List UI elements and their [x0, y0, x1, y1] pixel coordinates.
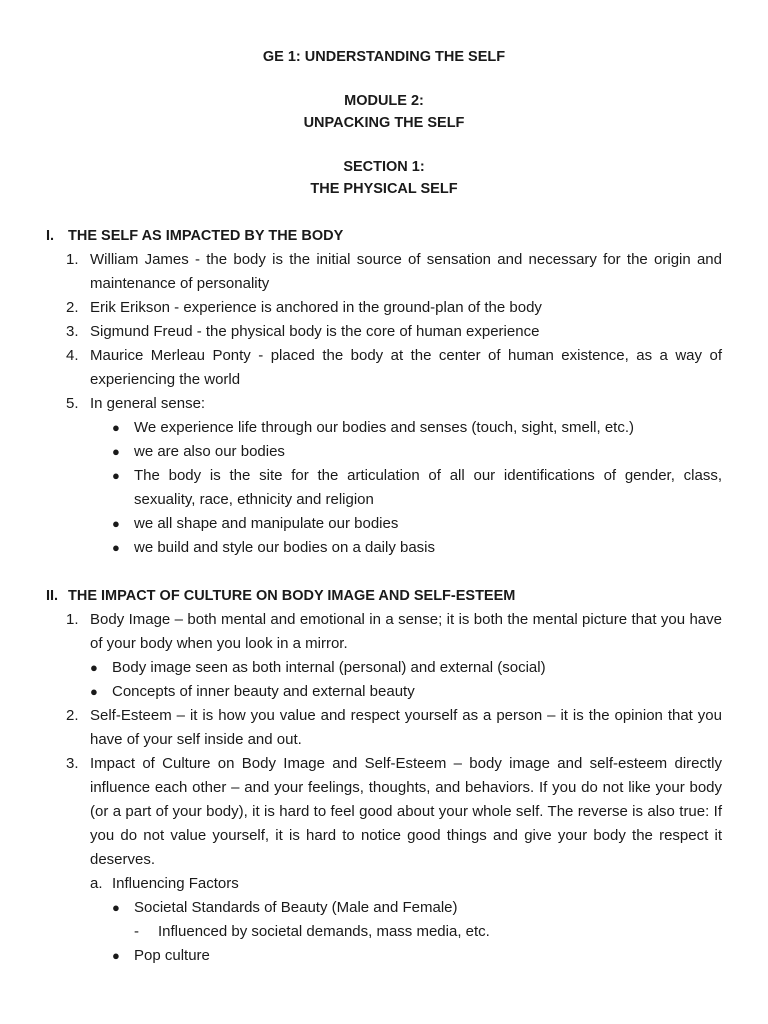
bullet-item [46, 896, 722, 920]
bullet-item [46, 944, 722, 968]
sub-list-letter: a. [90, 875, 103, 892]
bullet-text: we build and style our bodies on a daily basis [134, 539, 436, 556]
bullet-item [46, 656, 722, 680]
bullet-text: Societal Standards of Beauty (Male and Female) [134, 899, 458, 916]
list-item [46, 344, 722, 392]
list-text: William James - the body is the initial source of sensation and necessary for the origin and maintenance of personality [90, 251, 722, 292]
bullet-icon: ● [112, 948, 120, 963]
sub-list-text: Influencing Factors [112, 875, 239, 892]
list-number: 4. [66, 347, 79, 364]
module-label: MODULE 2: [344, 93, 424, 109]
bullet-text: Pop culture [134, 947, 210, 964]
dash-marker: - [134, 923, 139, 940]
list-item [46, 704, 722, 752]
bullet-item [46, 464, 722, 512]
list-text: Body Image – both mental and emotional in a sense; it is both the mental picture that you have of your body when you look in a mirror. [90, 611, 722, 652]
list-item [46, 608, 722, 656]
list-item [46, 320, 722, 344]
part1-number: I. [46, 228, 55, 244]
bullet-item [46, 680, 722, 704]
section-title: THE PHYSICAL SELF [310, 181, 458, 197]
part1-title: THE SELF AS IMPACTED BY THE BODY [68, 228, 344, 244]
list-number: 3. [66, 323, 79, 340]
list-text: Erik Erikson - experience is anchored in the ground-plan of the body [90, 299, 542, 316]
bullet-text: The body is the site for the articulation of all our identifications of gender, class, sexuality, race, ethnicity and religion [134, 467, 722, 508]
list-number: 1. [66, 611, 79, 628]
part1-heading [46, 224, 722, 248]
bullet-item [46, 416, 722, 440]
bullet-icon: ● [90, 660, 98, 675]
section-label: SECTION 1: [343, 159, 425, 175]
list-item [46, 752, 722, 872]
bullet-item [46, 512, 722, 536]
list-item [46, 392, 722, 416]
list-item [46, 248, 722, 296]
list-number: 1. [66, 251, 79, 268]
part2-title: THE IMPACT OF CULTURE ON BODY IMAGE AND SELF-ESTEEM [68, 588, 516, 604]
bullet-icon: ● [90, 684, 98, 699]
dash-text: Influenced by societal demands, mass media, etc. [158, 923, 490, 940]
bullet-icon: ● [112, 540, 120, 555]
list-text: Sigmund Freud - the physical body is the core of human experience [90, 323, 540, 340]
list-number: 2. [66, 707, 79, 724]
bullet-icon: ● [112, 516, 120, 531]
bullet-icon: ● [112, 444, 120, 459]
bullet-item [46, 536, 722, 560]
list-text: Impact of Culture on Body Image and Self-Esteem – body image and self-esteem directly influence each other – and your feelings, thoughts, and behaviors. If you do not like your body (or a part of your body), it is hard to feel good about your whole self. The reverse is also true: If you do not value yourself, it is hard to notice good things and give your body the respect it deserves. [90, 755, 722, 868]
part2-heading [46, 584, 722, 608]
list-item [46, 296, 722, 320]
bullet-text: we all shape and manipulate our bodies [134, 515, 399, 532]
dash-item [46, 920, 722, 944]
list-text: Self-Esteem – it is how you value and respect yourself as a person – it is the opinion that you have of your self inside and out. [90, 707, 722, 748]
bullet-text: we are also our bodies [134, 443, 285, 460]
module-title: UNPACKING THE SELF [303, 115, 465, 131]
bullet-icon: ● [112, 420, 120, 435]
course-title: GE 1: UNDERSTANDING THE SELF [262, 49, 506, 65]
bullet-text: We experience life through our bodies and senses (touch, sight, smell, etc.) [134, 419, 634, 436]
list-number: 3. [66, 755, 79, 772]
bullet-icon: ● [112, 468, 120, 483]
list-text: In general sense: [90, 395, 206, 412]
list-number: 2. [66, 299, 79, 316]
part2-number: II. [46, 588, 59, 604]
bullet-item [46, 440, 722, 464]
list-text: Maurice Merleau Ponty - placed the body at the center of human existence, as a way of experiencing the world [90, 347, 722, 388]
bullet-text: Concepts of inner beauty and external beauty [112, 683, 415, 700]
bullet-icon: ● [112, 900, 120, 915]
list-number: 5. [66, 395, 79, 412]
bullet-text: Body image seen as both internal (personal) and external (social) [112, 659, 546, 676]
sub-list-item [46, 872, 722, 896]
